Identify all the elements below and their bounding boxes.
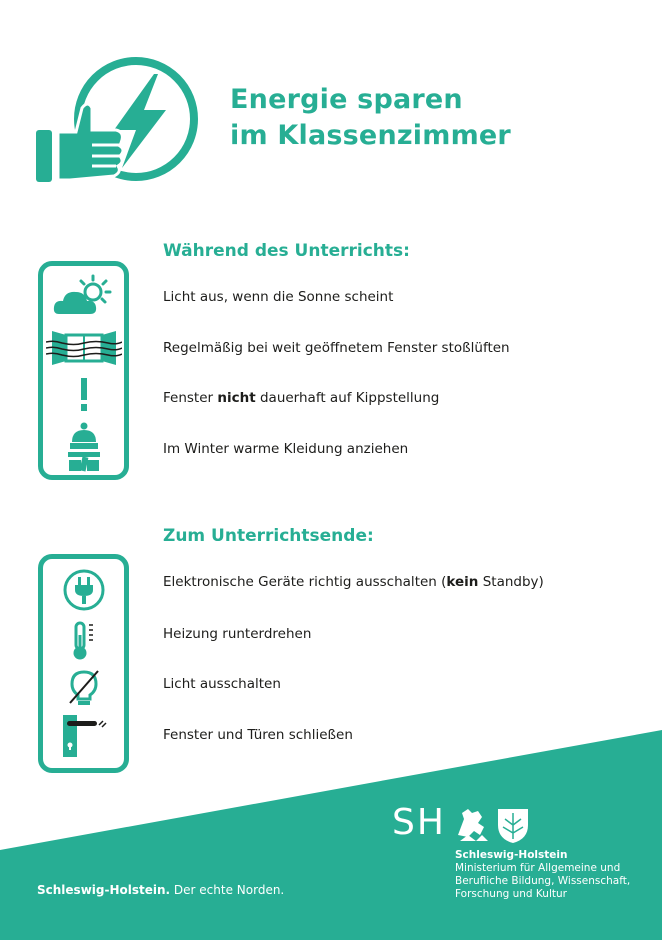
open-window-icon: [46, 330, 122, 366]
thermometer-icon: [69, 621, 99, 661]
tip-warm-clothing: Im Winter warme Kleidung anziehen: [163, 441, 409, 457]
ministry-line-2: Berufliche Bildung, Wissenschaft,: [455, 875, 631, 887]
title-line-2: im Klassenzimmer: [230, 120, 511, 151]
icon-box-during-class: [38, 261, 129, 480]
tip-close-windows-doors: Fenster und Türen schließen: [163, 727, 353, 743]
tip-ventilate: Regelmäßig bei weit geöffnetem Fenster stoßlüften: [163, 340, 510, 356]
coat-of-arms-icon: [454, 805, 534, 845]
sun-cloud-icon: [53, 274, 115, 316]
power-plug-icon: [62, 568, 106, 612]
page-title: [230, 82, 511, 154]
section-heading-during-class: Während des Unterrichts:: [163, 241, 410, 261]
ministry-line-1: Ministerium für Allgemeine und: [455, 862, 621, 874]
tip-window-not-tilted: Fenster nicht dauerhaft auf Kippstellung: [163, 390, 440, 406]
ministry-state-name: Schleswig-Holstein: [455, 849, 568, 861]
sh-logo-letters: SH: [392, 802, 446, 843]
footer-band: [0, 700, 662, 940]
thumbs-up-lightning-icon: [30, 52, 210, 192]
section-heading-end-of-class: Zum Unterrichtsende:: [163, 526, 374, 546]
title-line-1: Energie sparen: [230, 84, 463, 115]
tip-no-standby: Elektronische Geräte richtig ausschalten (kein Standby): [163, 574, 544, 590]
exclamation-icon: [78, 378, 90, 412]
ministry-block: [455, 849, 630, 901]
tip-heating-down: Heizung runterdrehen: [163, 626, 312, 642]
footer-slogan: Schleswig-Holstein. Der echte Norden.: [37, 883, 285, 897]
ministry-line-3: Forschung und Kultur: [455, 888, 567, 900]
tip-light-off: Licht ausschalten: [163, 676, 281, 692]
tip-light-off-sunny: Licht aus, wenn die Sonne scheint: [163, 289, 394, 305]
winter-clothing-icon: [65, 422, 103, 472]
